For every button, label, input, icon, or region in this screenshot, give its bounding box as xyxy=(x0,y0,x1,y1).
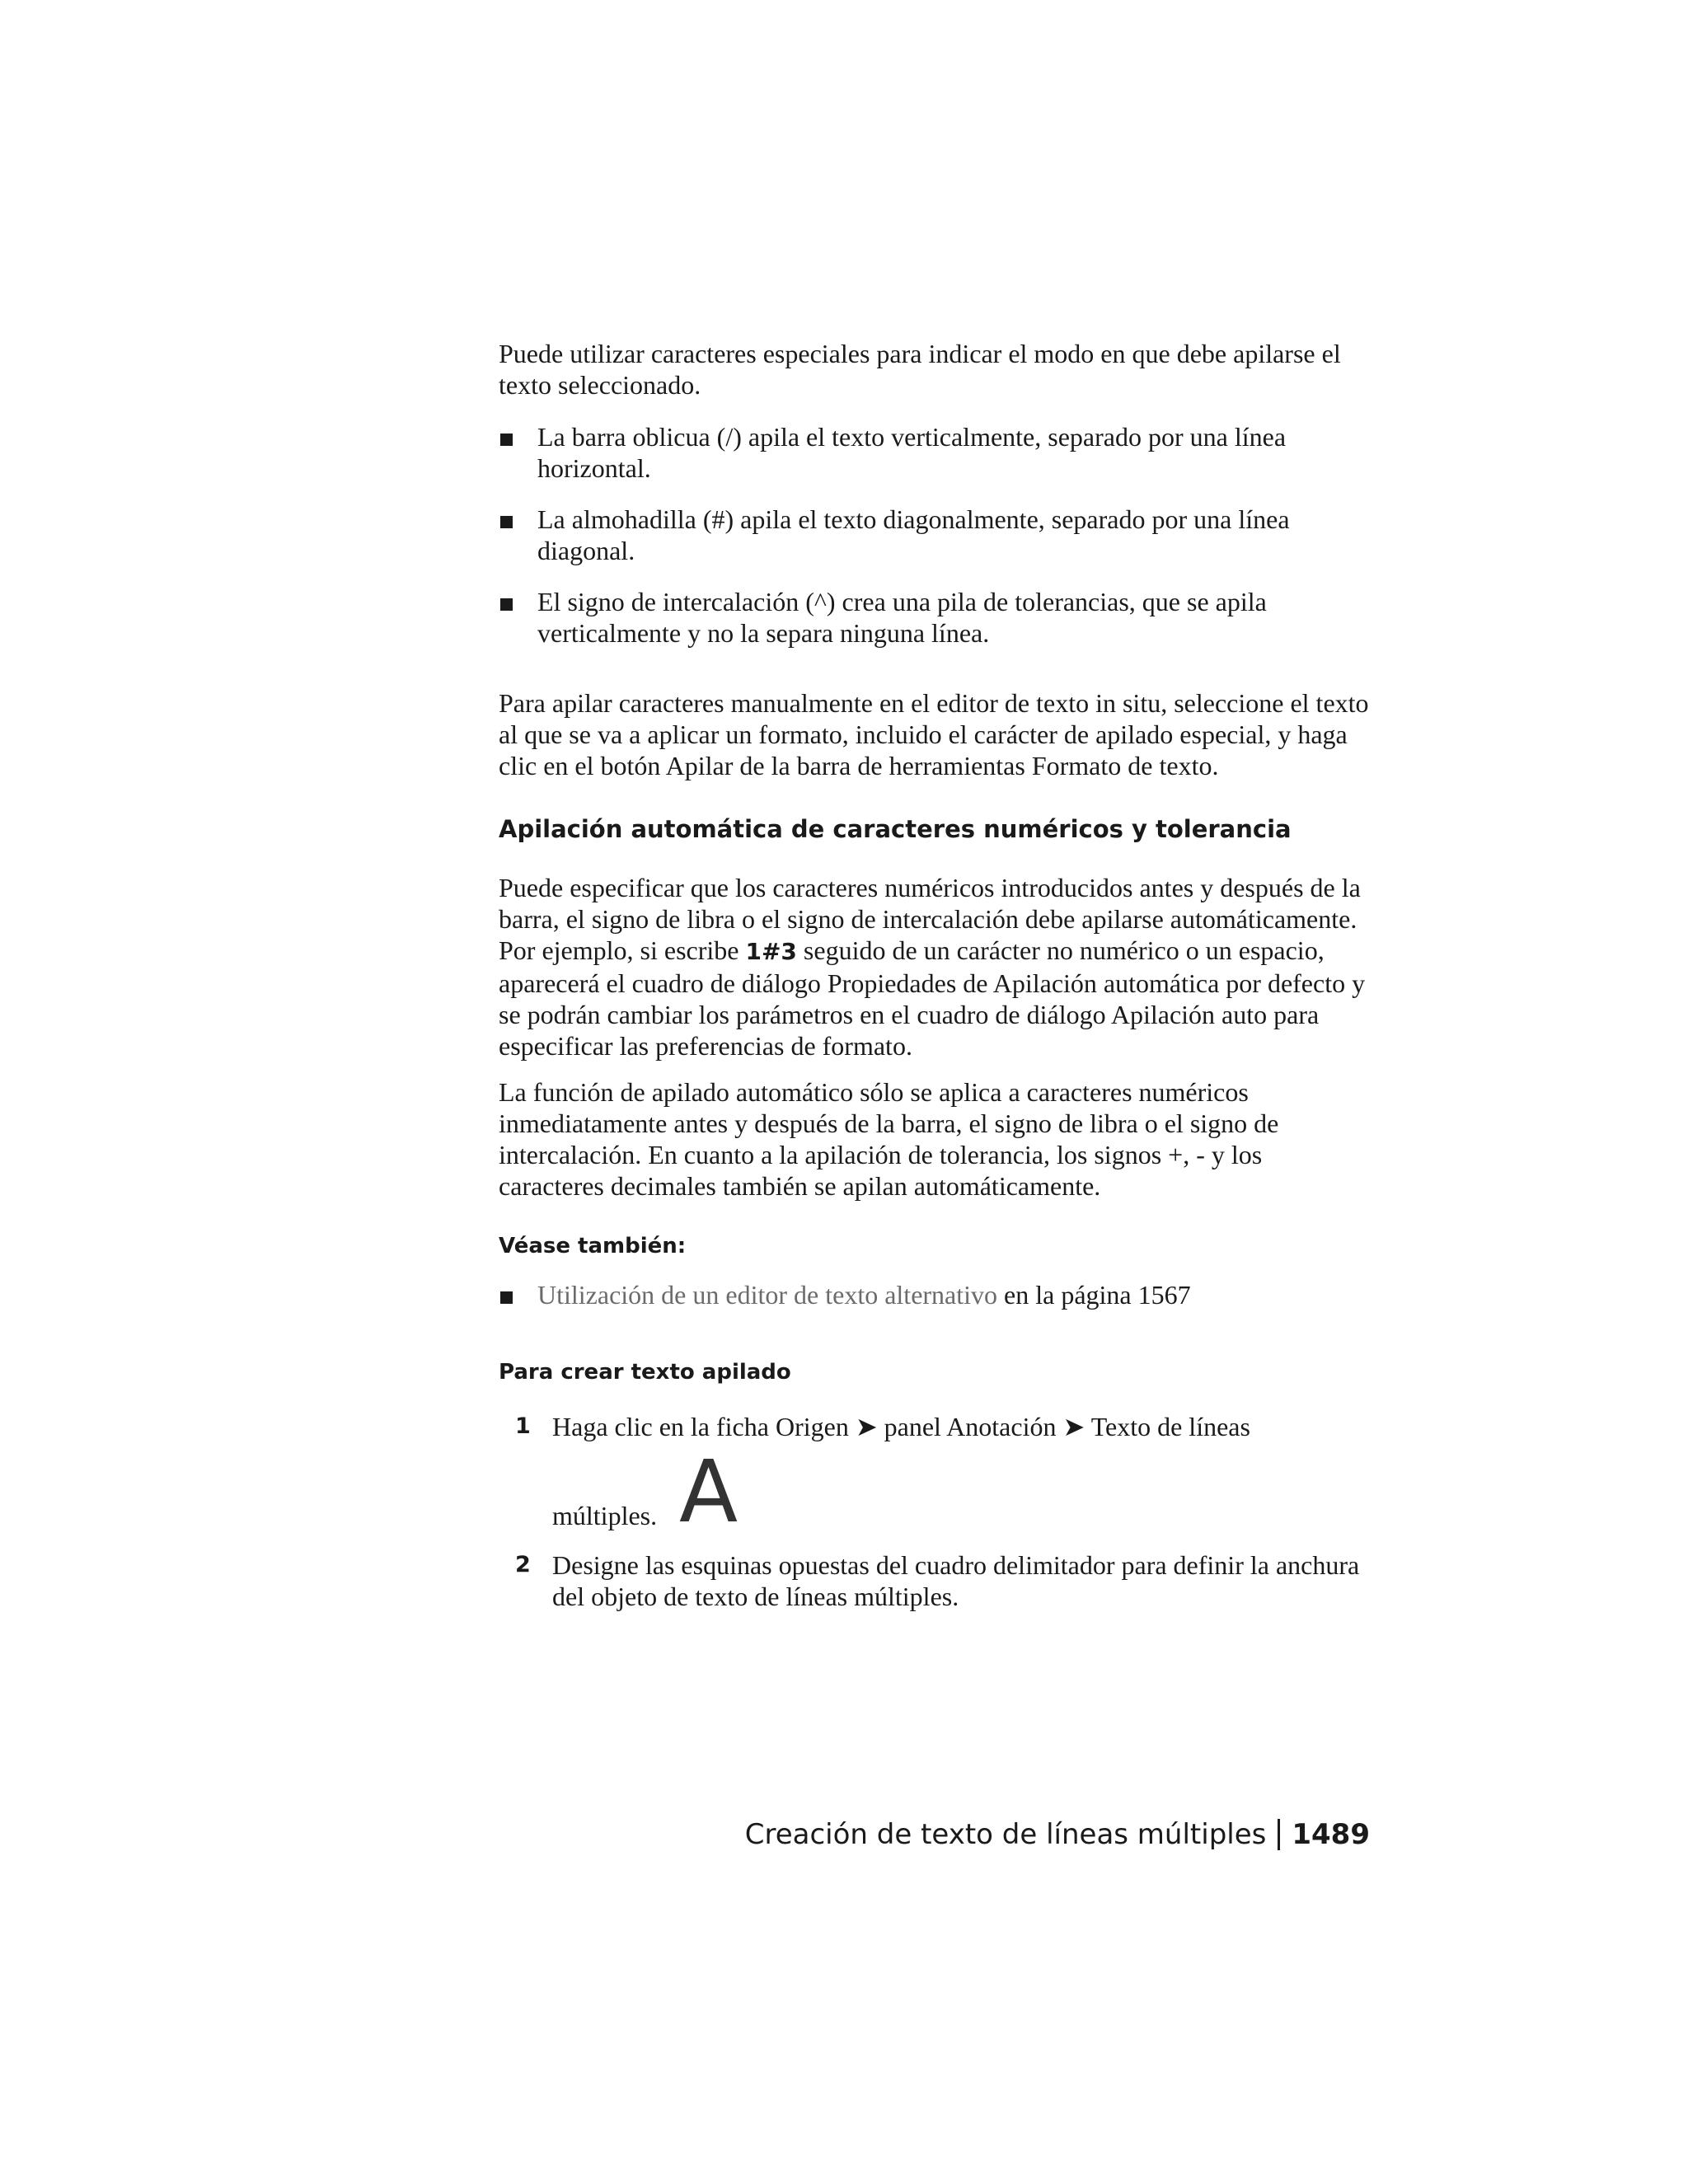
bullet-marker xyxy=(500,516,513,528)
procedure-heading: Para crear texto apilado xyxy=(499,1360,791,1385)
step-2-text: Designe las esquinas opuestas del cuadro delimitador para definir la anchura del objeto de texto de líneas múltiples. xyxy=(552,1550,1360,1611)
manual-stack-paragraph: Para apilar caracteres manualmente en el editor de texto in situ, seleccione el texto al que se va a aplicar un formato, incluido el carácter de apilado especial, y haga clic en el botón Apilar de la barra de herramientas Formato de texto. xyxy=(499,688,1369,780)
auto-stack-text-before: Puede especificar que los caracteres numéricos introducidos antes y después de la barra, el signo de libra o el signo de intercalación debe apilarse automáticamente. Por ejemplo, si escribe xyxy=(499,873,1361,965)
footer-page-number: 1489 xyxy=(1292,1818,1370,1851)
auto-stack-paragraph xyxy=(499,872,1372,1062)
bullet-marker xyxy=(500,434,513,446)
bullet-item-hash: La almohadilla (#) apila el texto diagonalmente, separado por una línea diagonal. xyxy=(537,504,1290,565)
intro-paragraph: Puede utilizar caracteres especiales para indicar el modo en que debe apilarse el texto seleccionado. xyxy=(499,339,1341,400)
step-1-text-continued: múltiples. xyxy=(552,1501,658,1530)
bullet-item-slash: La barra oblicua (/) apila el texto verticalmente, separado por una línea horizontal. xyxy=(537,422,1287,483)
auto-stack-text-after: seguido de un carácter no numérico o un espacio, aparecerá el cuadro de diálogo Propiedades de Apilación automática por defecto y se podrán cambiar los parámetros en el cuadro de diálogo Apilación auto para especificar las preferencias de formato. xyxy=(499,935,1366,1061)
example-code: 1#3 xyxy=(745,938,797,965)
page-footer xyxy=(745,1818,1370,1851)
section-heading: Apilación automática de caracteres numéricos y tolerancia xyxy=(499,815,1292,843)
step-1-text: Haga clic en la ficha Origen ➤ panel Anotación ➤ Texto de líneas xyxy=(552,1412,1250,1441)
step-number: 2 xyxy=(515,1552,531,1577)
see-also-page-ref: en la página 1567 xyxy=(997,1280,1191,1310)
see-also-item xyxy=(537,1279,1372,1310)
footer-chapter-title: Creación de texto de líneas múltiples xyxy=(744,1818,1267,1851)
multiline-text-icon: A xyxy=(679,1441,738,1542)
see-also-link[interactable]: Utilización de un editor de texto alternativo xyxy=(537,1280,998,1310)
footer-separator xyxy=(1278,1819,1280,1850)
see-also-label: Véase también: xyxy=(499,1234,687,1258)
bullet-marker xyxy=(500,1291,513,1304)
bullet-marker xyxy=(500,598,513,611)
bullet-item-caret: El signo de intercalación (^) crea una pila de tolerancias, que se apila verticalmente y no la separa ninguna línea. xyxy=(537,587,1267,648)
auto-stack-scope-paragraph: La función de apilado automático sólo se aplica a caracteres numéricos inmediatamente antes y después de la barra, el signo de libra o el signo de intercalación. En cuanto a la apilación de tolerancia, los signos +, - y los caracteres decimales también se apilan automáticamente. xyxy=(499,1077,1279,1201)
step-number: 1 xyxy=(515,1413,531,1439)
